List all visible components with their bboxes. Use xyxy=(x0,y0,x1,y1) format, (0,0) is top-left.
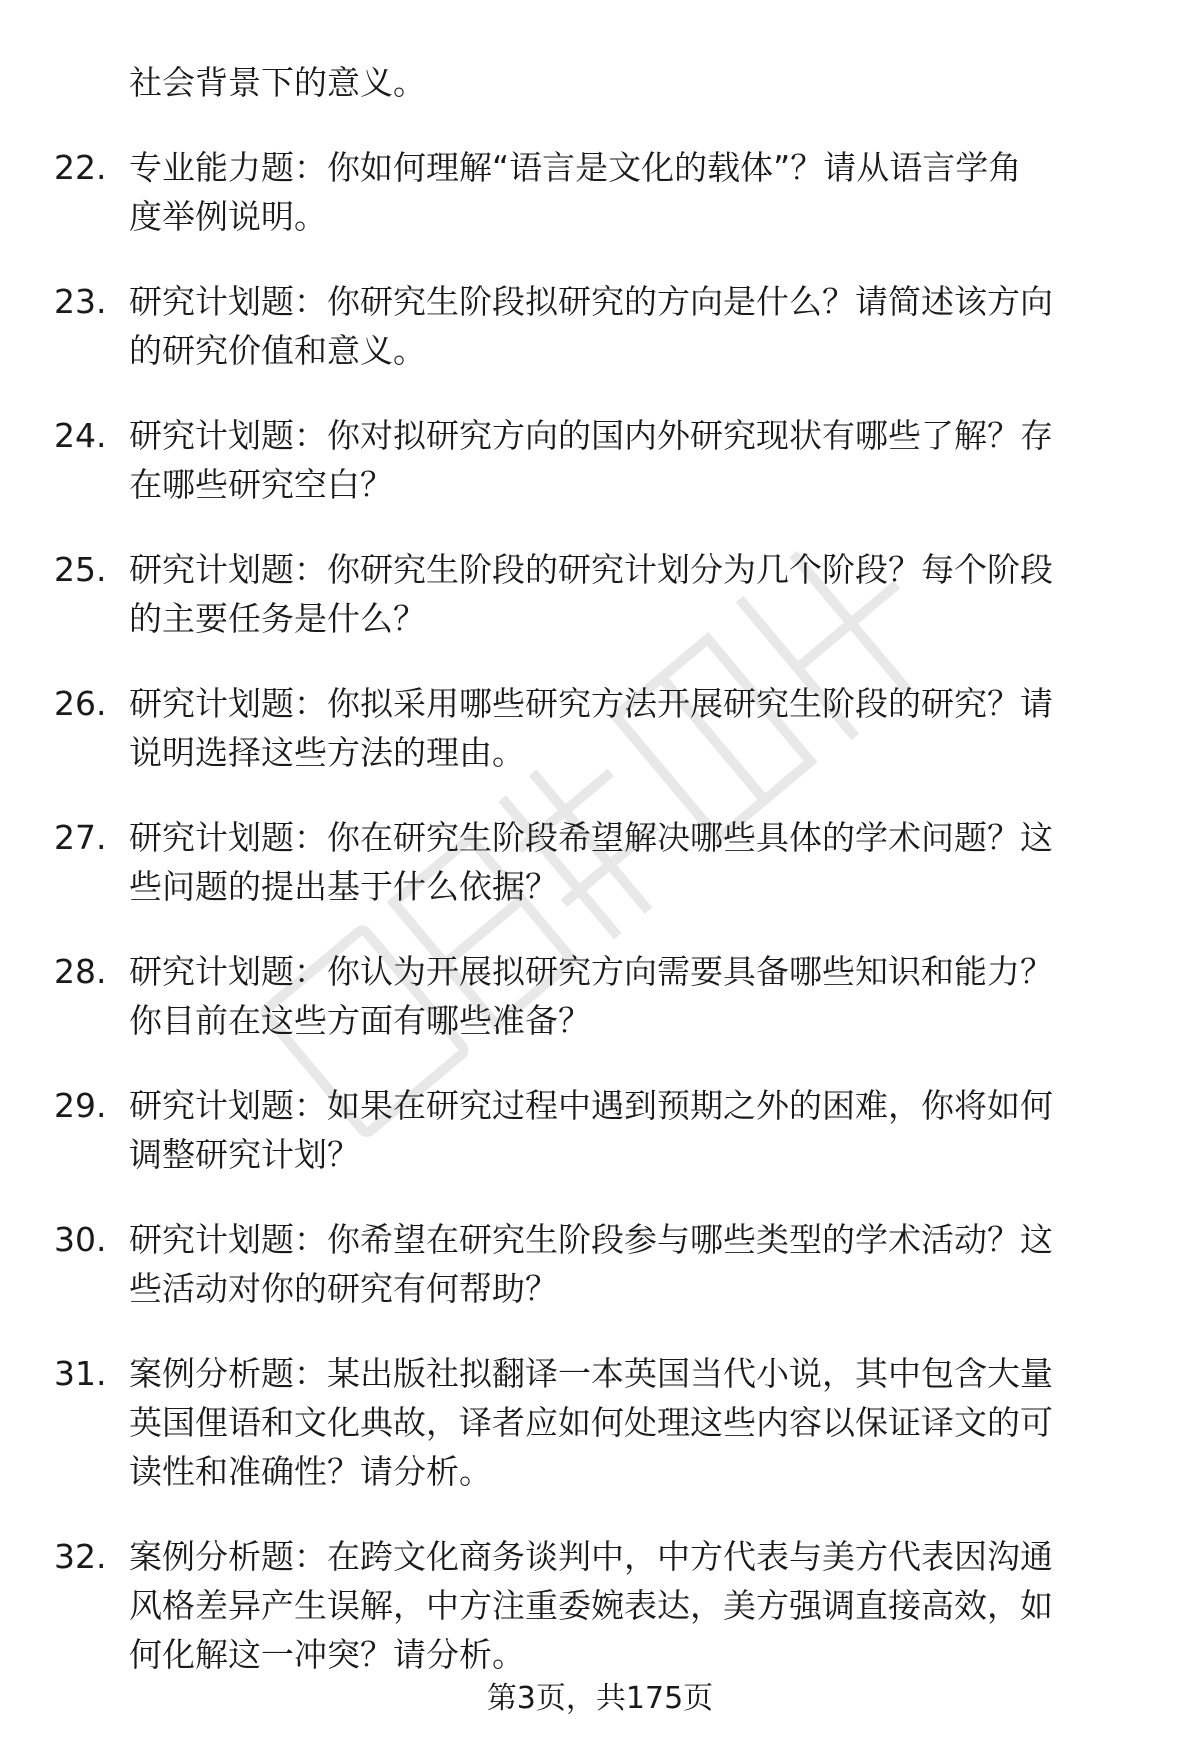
question-text-line: 读性和准确性？请分析。 xyxy=(129,1452,492,1491)
question-number: 24. xyxy=(54,416,107,455)
continuation-line: 社会背景下的意义。 xyxy=(129,63,426,102)
question-text-line: 你目前在这些方面有哪些准备？ xyxy=(129,1001,591,1040)
question-text-line: 研究计划题：你在研究生阶段希望解决哪些具体的学术问题？这 xyxy=(129,818,1053,857)
question-text-line: 案例分析题：在跨文化商务谈判中，中方代表与美方代表因沟通 xyxy=(129,1537,1053,1576)
question-text-line: 研究计划题：如果在研究过程中遇到预期之外的困难，你将如何 xyxy=(129,1086,1053,1125)
question-item-23 xyxy=(0,277,1139,375)
question-text-line: 何化解这一冲突？请分析。 xyxy=(129,1635,525,1674)
question-number: 27. xyxy=(54,818,107,857)
question-text-line: 调整研究计划？ xyxy=(129,1135,360,1174)
question-text-line: 的研究价值和意义。 xyxy=(129,331,426,370)
question-number: 26. xyxy=(54,684,107,723)
question-item-28 xyxy=(0,947,1139,1045)
question-item-22 xyxy=(0,143,1139,241)
question-text-line: 的主要任务是什么？ xyxy=(129,599,426,638)
question-text-line: 度举例说明。 xyxy=(129,197,327,236)
question-item-24 xyxy=(0,411,1139,509)
question-number: 29. xyxy=(54,1086,107,1125)
question-text-line: 研究计划题：你研究生阶段的研究计划分为几个阶段？每个阶段 xyxy=(129,550,1053,589)
question-text-line: 说明选择这些方法的理由。 xyxy=(129,733,525,772)
question-text-line: 案例分析题：某出版社拟翻译一本英国当代小说，其中包含大量 xyxy=(129,1354,1053,1393)
question-list xyxy=(0,143,1200,1679)
question-text-line: 研究计划题：你对拟研究方向的国内外研究现状有哪些了解？存 xyxy=(129,416,1053,455)
question-item-30 xyxy=(0,1215,1139,1313)
question-number: 23. xyxy=(54,282,107,321)
question-number: 31. xyxy=(54,1354,107,1393)
question-number: 30. xyxy=(54,1220,107,1259)
page-content xyxy=(0,58,1200,1679)
question-number: 22. xyxy=(54,148,107,187)
question-text-line: 些问题的提出基于什么依据？ xyxy=(129,867,558,906)
question-text-line: 英国俚语和文化典故，译者应如何处理这些内容以保证译文的可 xyxy=(129,1403,1053,1442)
question-number: 32. xyxy=(54,1537,107,1576)
question-item-31 xyxy=(0,1349,1139,1496)
question-number: 28. xyxy=(54,952,107,991)
question-text-line: 研究计划题：你研究生阶段拟研究的方向是什么？请简述该方向 xyxy=(129,282,1053,321)
question-text-line: 研究计划题：你认为开展拟研究方向需要具备哪些知识和能力？ xyxy=(129,952,1053,991)
question-text-line: 在哪些研究空白？ xyxy=(129,465,393,504)
question-item-26 xyxy=(0,679,1139,777)
page-footer: 第3页，共175页 xyxy=(486,1681,714,1716)
question-text-line: 研究计划题：你希望在研究生阶段参与哪些类型的学术活动？这 xyxy=(129,1220,1053,1259)
question-text-line: 些活动对你的研究有何帮助？ xyxy=(129,1269,558,1308)
question-text-line: 风格差异产生误解，中方注重委婉表达，美方强调直接高效，如 xyxy=(129,1586,1053,1625)
question-number: 25. xyxy=(54,550,107,589)
question-text-line: 研究计划题：你拟采用哪些研究方法开展研究生阶段的研究？请 xyxy=(129,684,1053,723)
question-item-27 xyxy=(0,813,1139,911)
question-item-29 xyxy=(0,1081,1139,1179)
question-text-line: 专业能力题：你如何理解“语言是文化的载体”？请从语言学角 xyxy=(129,148,1022,187)
question-item-32 xyxy=(0,1532,1139,1679)
question-item-25 xyxy=(0,545,1139,643)
